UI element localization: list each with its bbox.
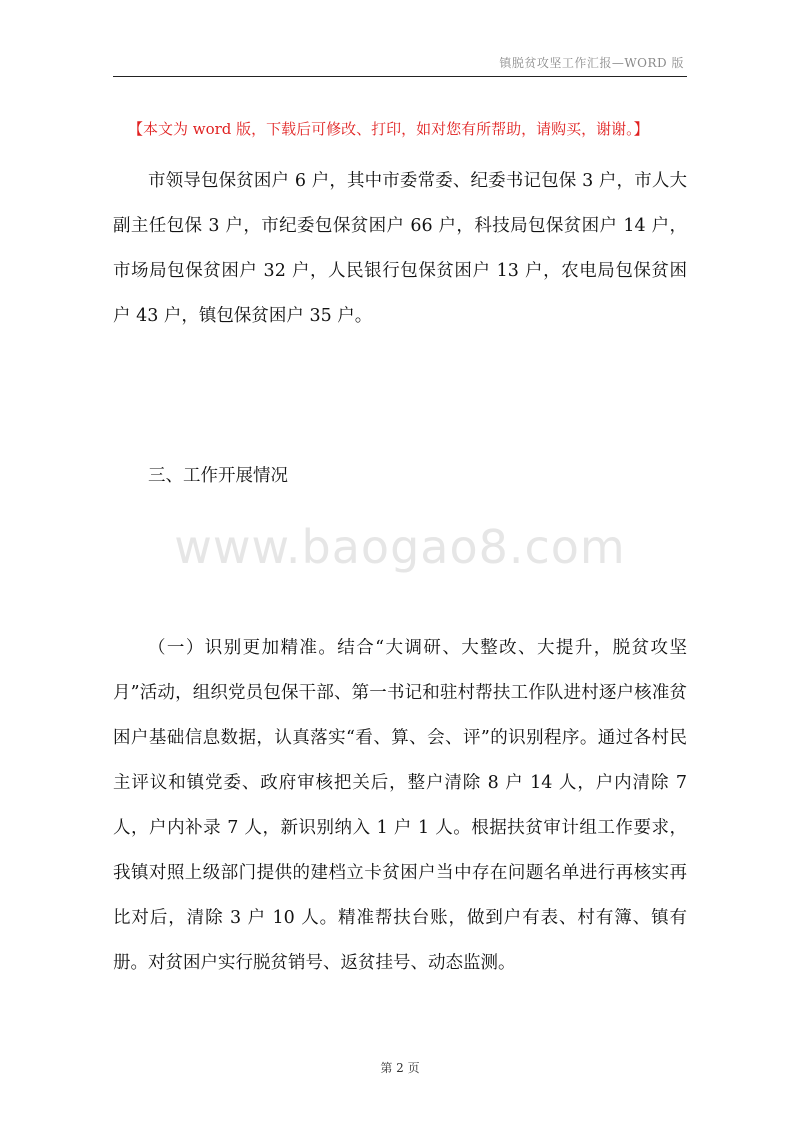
watermark: www.baogao8.com bbox=[174, 520, 626, 574]
paragraph-identification: （一）识别更加精准。结合“大调研、大整改、大提升，脱贫攻坚月”活动，组织党员包保干部、第一书记和驻村帮扶工作队进村逐户核准贫困户基础信息数据，认真落实“看、算、会、评”的识别程序。通过各村民主评议和镇党委、政府审核把关后，整户清除 8 户 14 人，户内清除 7 人，户内补录 7 人，新识别纳入 1 户 1 人。根据扶贫审计组工作要求，我镇对照上级部门提供的建档立卡贫困户当中存在问题名单进行再核实再比对后，清除 3 户 10 人。精准帮扶台账，做到户有表、村有簿、镇有册。对贫困户实行脱贫销号、返贫挂号、动态监测。 bbox=[113, 638, 687, 973]
page-header-title: 镇脱贫攻坚工作汇报—WORD 版 bbox=[499, 56, 684, 70]
section-heading: 三、工作开展情况 bbox=[148, 466, 288, 486]
page-number: 第 2 页 bbox=[380, 1061, 420, 1075]
header-divider bbox=[113, 76, 687, 77]
paragraph-leader-assignments: 市领导包保贫困户 6 户，其中市委常委、纪委书记包保 3 户，市人大副主任包保 3 户，市纪委包保贫困户 66 户，科技局包保贫困户 14 户，市场局包保贫困户 32 户，人民银行包保贫困户 13 户，农电局包保贫困户 43 户，镇包保贫困户 35 户。 bbox=[113, 171, 687, 326]
download-notice: 【本文为 word 版，下载后可修改、打印，如对您有所帮助，请购买，谢谢。】 bbox=[128, 120, 649, 138]
